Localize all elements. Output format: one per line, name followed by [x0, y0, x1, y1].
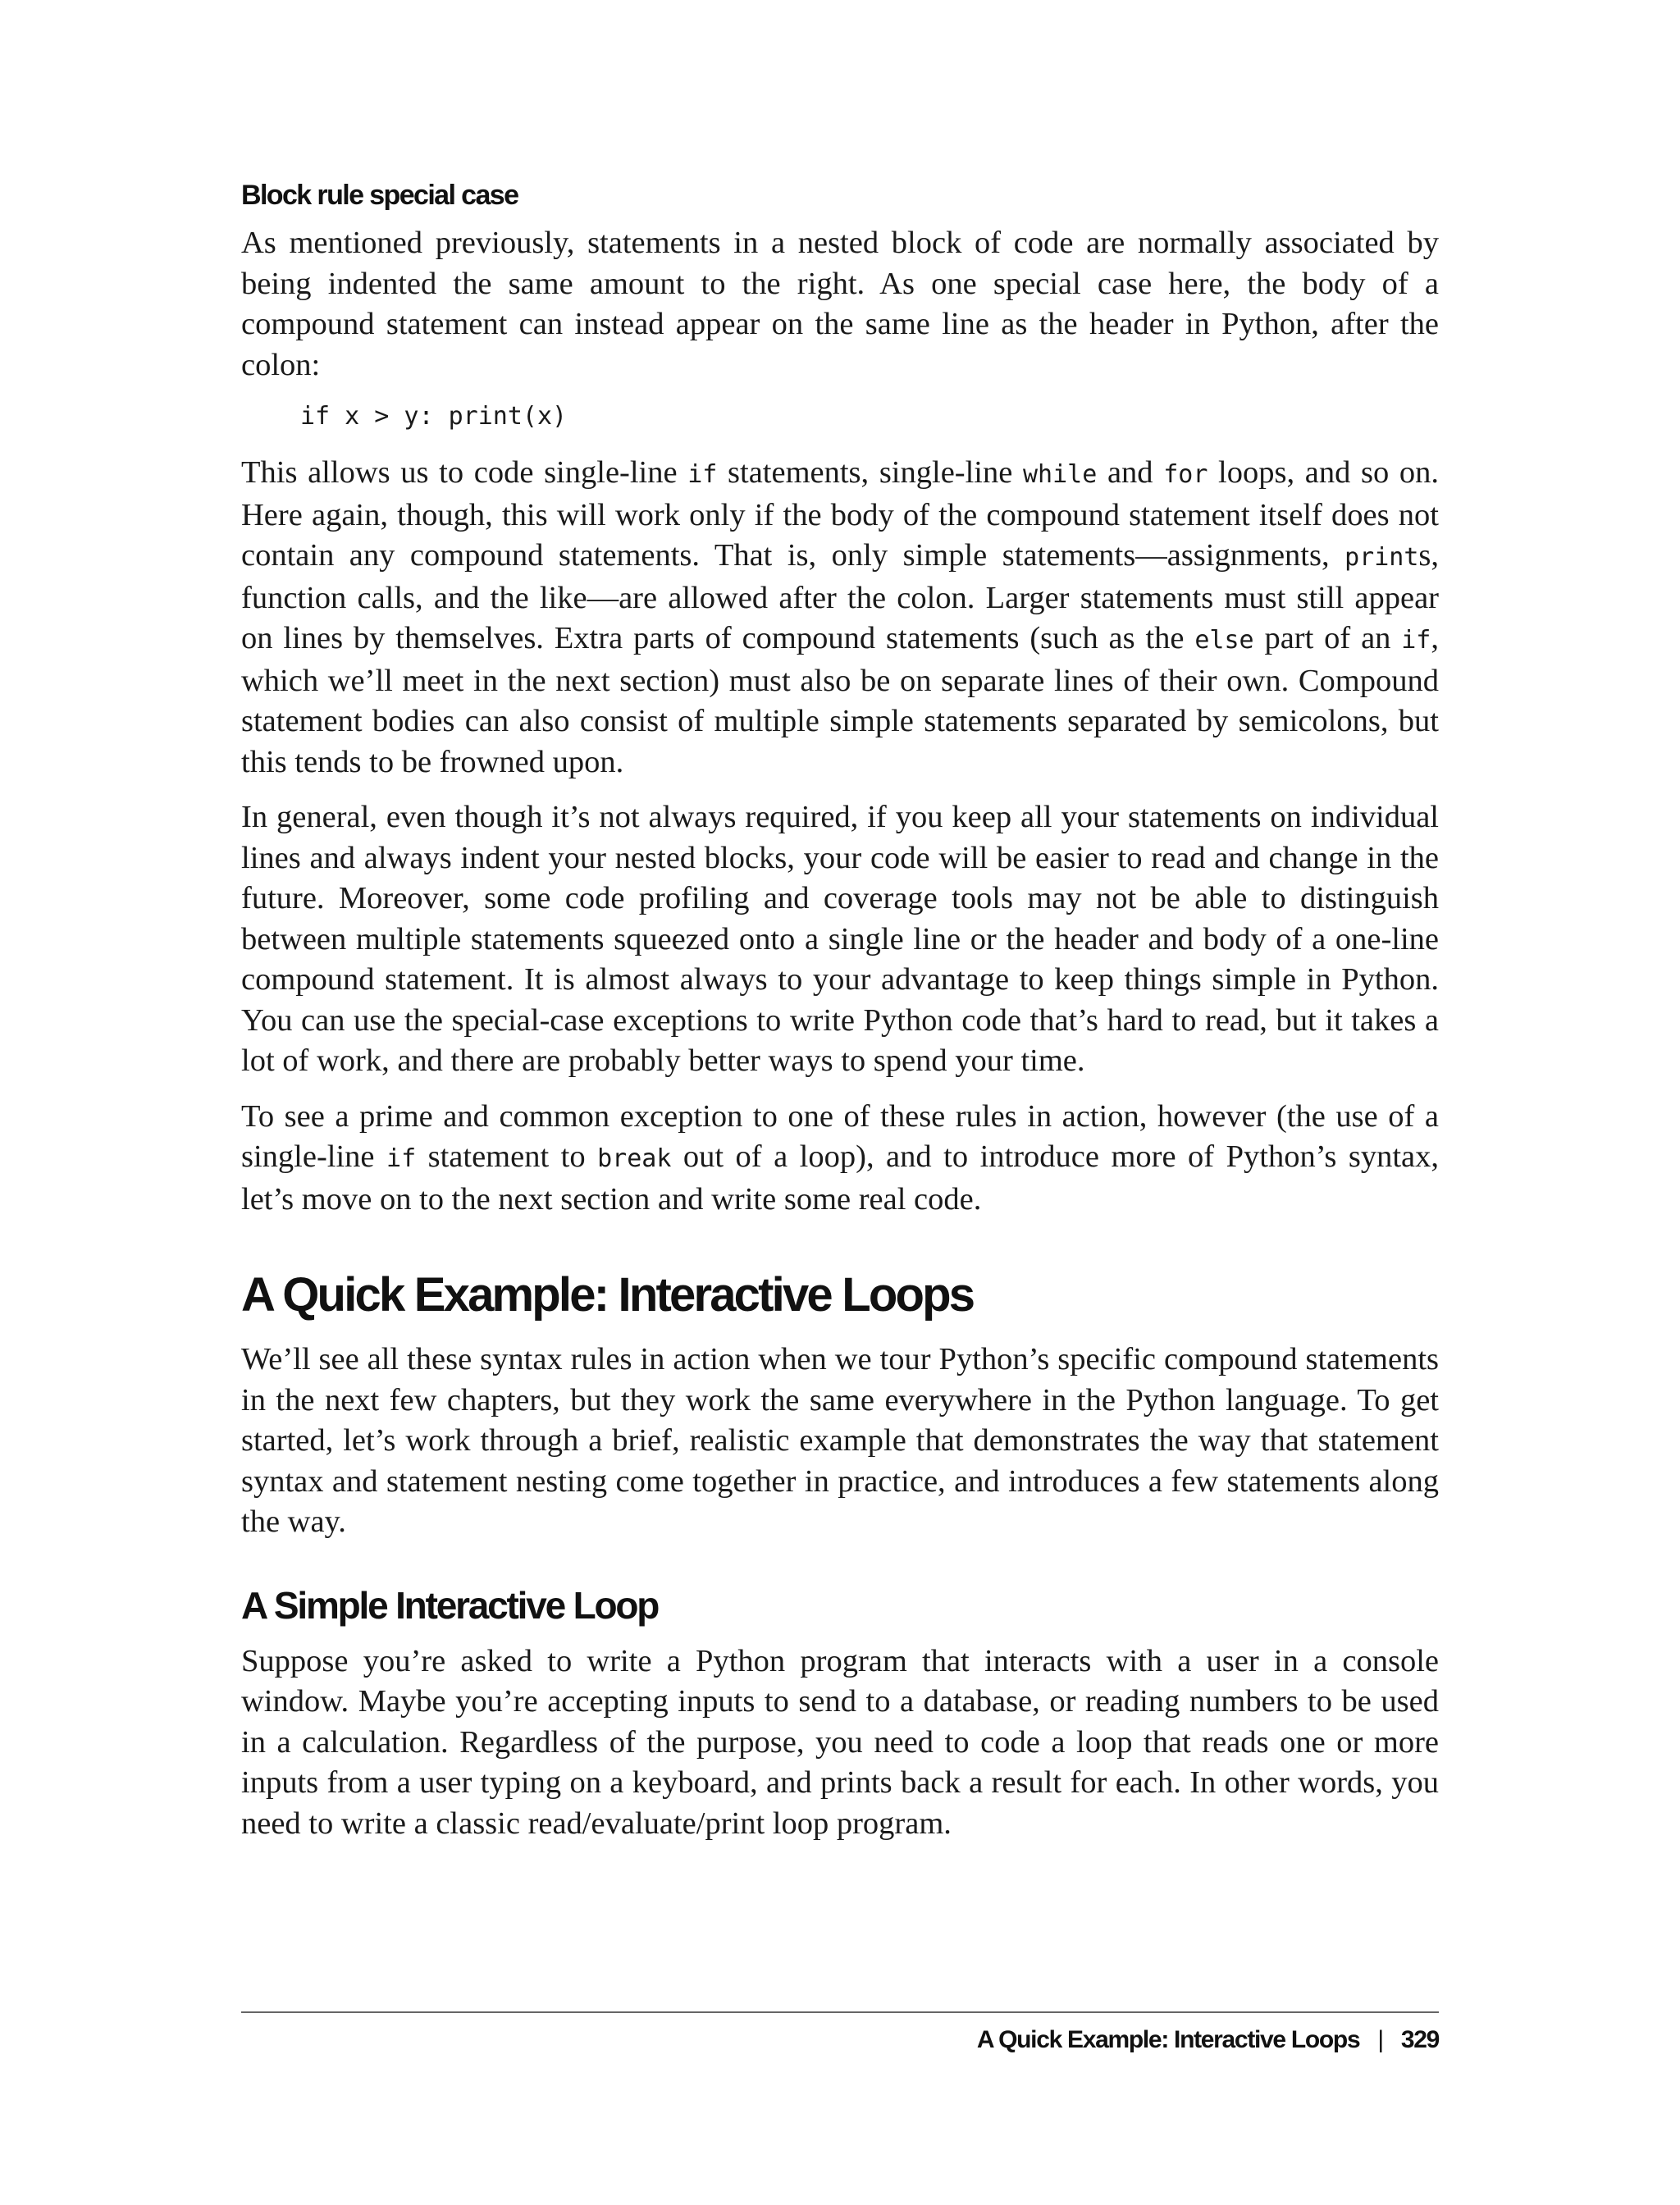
- inline-code-while: while: [1023, 460, 1098, 489]
- text-run: statement to: [416, 1139, 598, 1174]
- section-heading-simple-loop: A Simple Interactive Loop: [241, 1583, 659, 1627]
- paragraph-general-advice: In general, even though it’s not always required, if you keep all your statements on individual lines and always indent your nested blocks, your code will be easier to read and change in the future. Moreover, some code profiling and coverage tools may not be able to distinguish between multiple statements squeezed onto a single line or the header and body of a one-line compound statement. It is almost always to your advantage to keep things simple in Python. You can use the special-case exceptions to write Python code that’s hard to read, but it takes a lot of work, and there are probably better ways to spend your time.: [241, 800, 1439, 1078]
- code-example-single-line-if: if x > y: print(x): [300, 402, 568, 431]
- paragraph-quick-example-intro: We’ll see all these syntax rules in action when we tour Python’s specific compound statements in the next few chapters, but they work the same everywhere in the Python language. To get started, let’s work through a brief, realistic example that demonstrates the way that statement syntax and statement nesting come together in practice, and introduces a few statements along the way.: [241, 1342, 1439, 1539]
- footer-divider: [241, 2011, 1439, 2013]
- page-content: [241, 177, 1439, 1859]
- spacer: [241, 1235, 1439, 1266]
- text-run: To see a prime and common exception to one of these rules in action, however (the use of a single-line: [241, 1098, 1439, 1174]
- inline-code-if: if: [386, 1144, 417, 1173]
- spacer: [241, 1558, 1439, 1581]
- section-heading-block-rule: Block rule special case: [241, 180, 518, 211]
- text-run: , which we’ll meet in the next section) must also be on separate lines of their own. Compound statement bodies can also consist of multiple simple statements separated by semicolons, but this tends to be frowned upon.: [241, 621, 1439, 779]
- paragraph-simple-loop-intro: Suppose you’re asked to write a Python program that interacts with a user in a console window. Maybe you’re accepting inputs to send to a database, or reading numbers to be used in a calculation. Regardless of the purpose, you need to code a loop that reads one or more inputs from a user typing on a keyboard, and prints back a result for each. In other words, you need to write a classic read/evaluate/print loop program.: [241, 1643, 1439, 1841]
- paragraph-single-line-statements: [241, 453, 1439, 783]
- inline-code-if: if: [687, 460, 718, 489]
- text-run: part of an: [1253, 621, 1402, 655]
- text-run: s, function calls, and the like—are allowed after the colon. Larger statements must still appear on lines by themselves. Extra parts of compound statements (such as the: [241, 538, 1439, 655]
- text-run: out of a loop), and to introduce more of Python’s syntax, let’s move on to the next section and write some real code.: [241, 1139, 1439, 1217]
- inline-code-print: print: [1344, 543, 1419, 572]
- paragraph-block-rule-intro: As mentioned previously, statements in a nested block of code are normally associated by being indented the same amount to the right. As one special case here, the body of a compound statement can instead appear on the same line as the header in Python, after the colon:: [241, 226, 1439, 382]
- text-run: loops, and so on. Here again, though, this will work only if the body of the compound statement itself does not contain any compound statements. That is, only simple statements—assignments,: [241, 455, 1439, 573]
- text-run: and: [1097, 455, 1164, 490]
- inline-code-if: if: [1401, 626, 1431, 655]
- inline-code-for: for: [1163, 460, 1208, 489]
- page-number: 329: [1400, 2026, 1439, 2053]
- text-run: This allows us to code single-line: [241, 455, 688, 490]
- text-run: statements, single-line: [717, 455, 1023, 490]
- inline-code-break: break: [597, 1144, 672, 1173]
- page-footer: [241, 2026, 1439, 2054]
- section-heading-quick-example: A Quick Example: Interactive Loops: [241, 1268, 974, 1322]
- paragraph-prime-exception: [241, 1097, 1439, 1221]
- footer-separator: |: [1377, 2026, 1383, 2053]
- footer-title: A Quick Example: Interactive Loops: [976, 2026, 1360, 2053]
- inline-code-else: else: [1194, 626, 1254, 655]
